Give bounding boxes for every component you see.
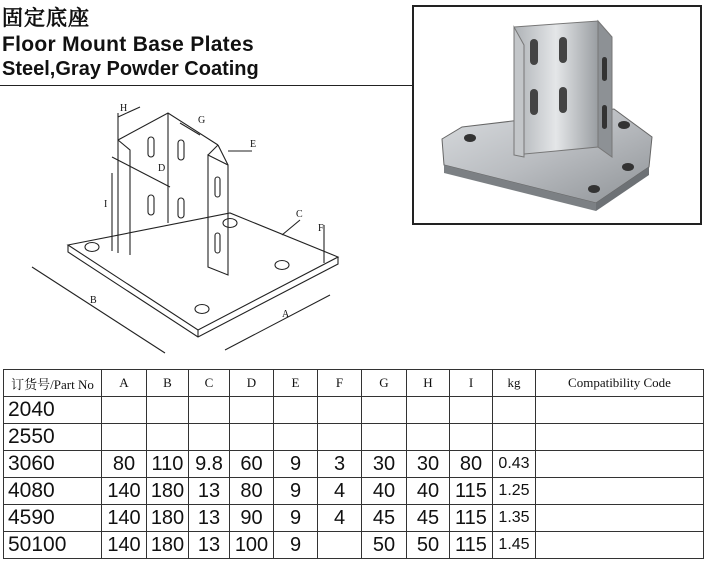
cell-f: 4 [318,478,362,505]
product-photo [412,5,702,225]
cell-d: 60 [230,451,274,478]
col-header-b: B [147,370,189,397]
page-subtitle: Steel,Gray Powder Coating [2,58,259,80]
cell-c [189,424,230,451]
cell-h [407,397,450,424]
col-header-kg: kg [493,370,536,397]
col-header-h: H [407,370,450,397]
cell-i: 115 [450,478,493,505]
cell-e [274,424,318,451]
cell-e [274,397,318,424]
cell-b [147,424,189,451]
cell-f: 3 [318,451,362,478]
label-b: B [90,295,97,306]
product-photo-image [414,7,700,223]
cell-i: 80 [450,451,493,478]
cell-c [189,397,230,424]
table-row [4,397,704,424]
cell-d: 100 [230,532,274,559]
cell-c: 9.8 [189,451,230,478]
cell-kg [493,424,536,451]
cell-d: 90 [230,505,274,532]
cell-d: 80 [230,478,274,505]
cell-compatibility-code [536,397,704,424]
cell-f [318,532,362,559]
table-header-row [4,370,704,397]
cell-e: 9 [274,505,318,532]
cell-g: 40 [362,478,407,505]
cell-a: 140 [102,532,147,559]
cell-a: 140 [102,505,147,532]
cell-g [362,424,407,451]
col-header-c: C [189,370,230,397]
cell-compatibility-code [536,505,704,532]
cell-h [407,424,450,451]
cell-part-no: 3060 [4,451,102,478]
table-row [4,532,704,559]
cell-i [450,424,493,451]
label-a: A [282,309,290,320]
cell-e: 9 [274,478,318,505]
col-header-d: D [230,370,274,397]
cell-g [362,397,407,424]
cell-d [230,424,274,451]
cell-kg: 1.35 [493,505,536,532]
cell-f [318,397,362,424]
cell-part-no: 2550 [4,424,102,451]
cell-kg [493,397,536,424]
label-i: I [104,199,108,210]
label-c: C [296,209,303,220]
cell-compatibility-code [536,478,704,505]
label-f: F [318,223,324,234]
cell-g: 50 [362,532,407,559]
cell-i: 115 [450,532,493,559]
cell-kg: 1.45 [493,532,536,559]
cell-h: 50 [407,532,450,559]
page-title: Floor Mount Base Plates [2,33,254,56]
label-g: G [198,115,206,126]
cell-i: 115 [450,505,493,532]
table-row [4,478,704,505]
label-h: H [120,103,128,114]
cell-e: 9 [274,532,318,559]
label-d: D [158,163,166,174]
cell-h: 40 [407,478,450,505]
cell-c: 13 [189,532,230,559]
cell-c: 13 [189,478,230,505]
cell-h: 45 [407,505,450,532]
cell-a: 140 [102,478,147,505]
cell-b: 180 [147,532,189,559]
table-row [4,451,704,478]
col-header-compatibility-code: Compatibility Code [536,370,704,397]
cell-a [102,397,147,424]
cell-c: 13 [189,505,230,532]
col-header-e: E [274,370,318,397]
cell-part-no: 2040 [4,397,102,424]
col-header-g: G [362,370,407,397]
table-row [4,424,704,451]
cell-b: 110 [147,451,189,478]
col-header-a: A [102,370,147,397]
col-header-part-no: 订货号/Part No [4,370,102,397]
col-header-f: F [318,370,362,397]
spec-table [3,369,704,559]
cell-part-no: 50100 [4,532,102,559]
cell-kg: 1.25 [493,478,536,505]
cell-b [147,397,189,424]
cell-g: 30 [362,451,407,478]
cell-compatibility-code [536,532,704,559]
cell-compatibility-code [536,424,704,451]
cell-g: 45 [362,505,407,532]
col-header-i: I [450,370,493,397]
cell-a [102,424,147,451]
cell-kg: 0.43 [493,451,536,478]
cell-b: 180 [147,505,189,532]
cell-f: 4 [318,505,362,532]
cell-i [450,397,493,424]
table-row [4,505,704,532]
cell-part-no: 4590 [4,505,102,532]
technical-drawing [20,95,350,360]
cell-part-no: 4080 [4,478,102,505]
cell-e: 9 [274,451,318,478]
label-e: E [250,139,257,150]
cell-compatibility-code [536,451,704,478]
cell-d [230,397,274,424]
page-title-chinese: 固定底座 [2,6,90,30]
cell-a: 80 [102,451,147,478]
cell-b: 180 [147,478,189,505]
cell-f [318,424,362,451]
cell-h: 30 [407,451,450,478]
divider-line [0,85,412,86]
